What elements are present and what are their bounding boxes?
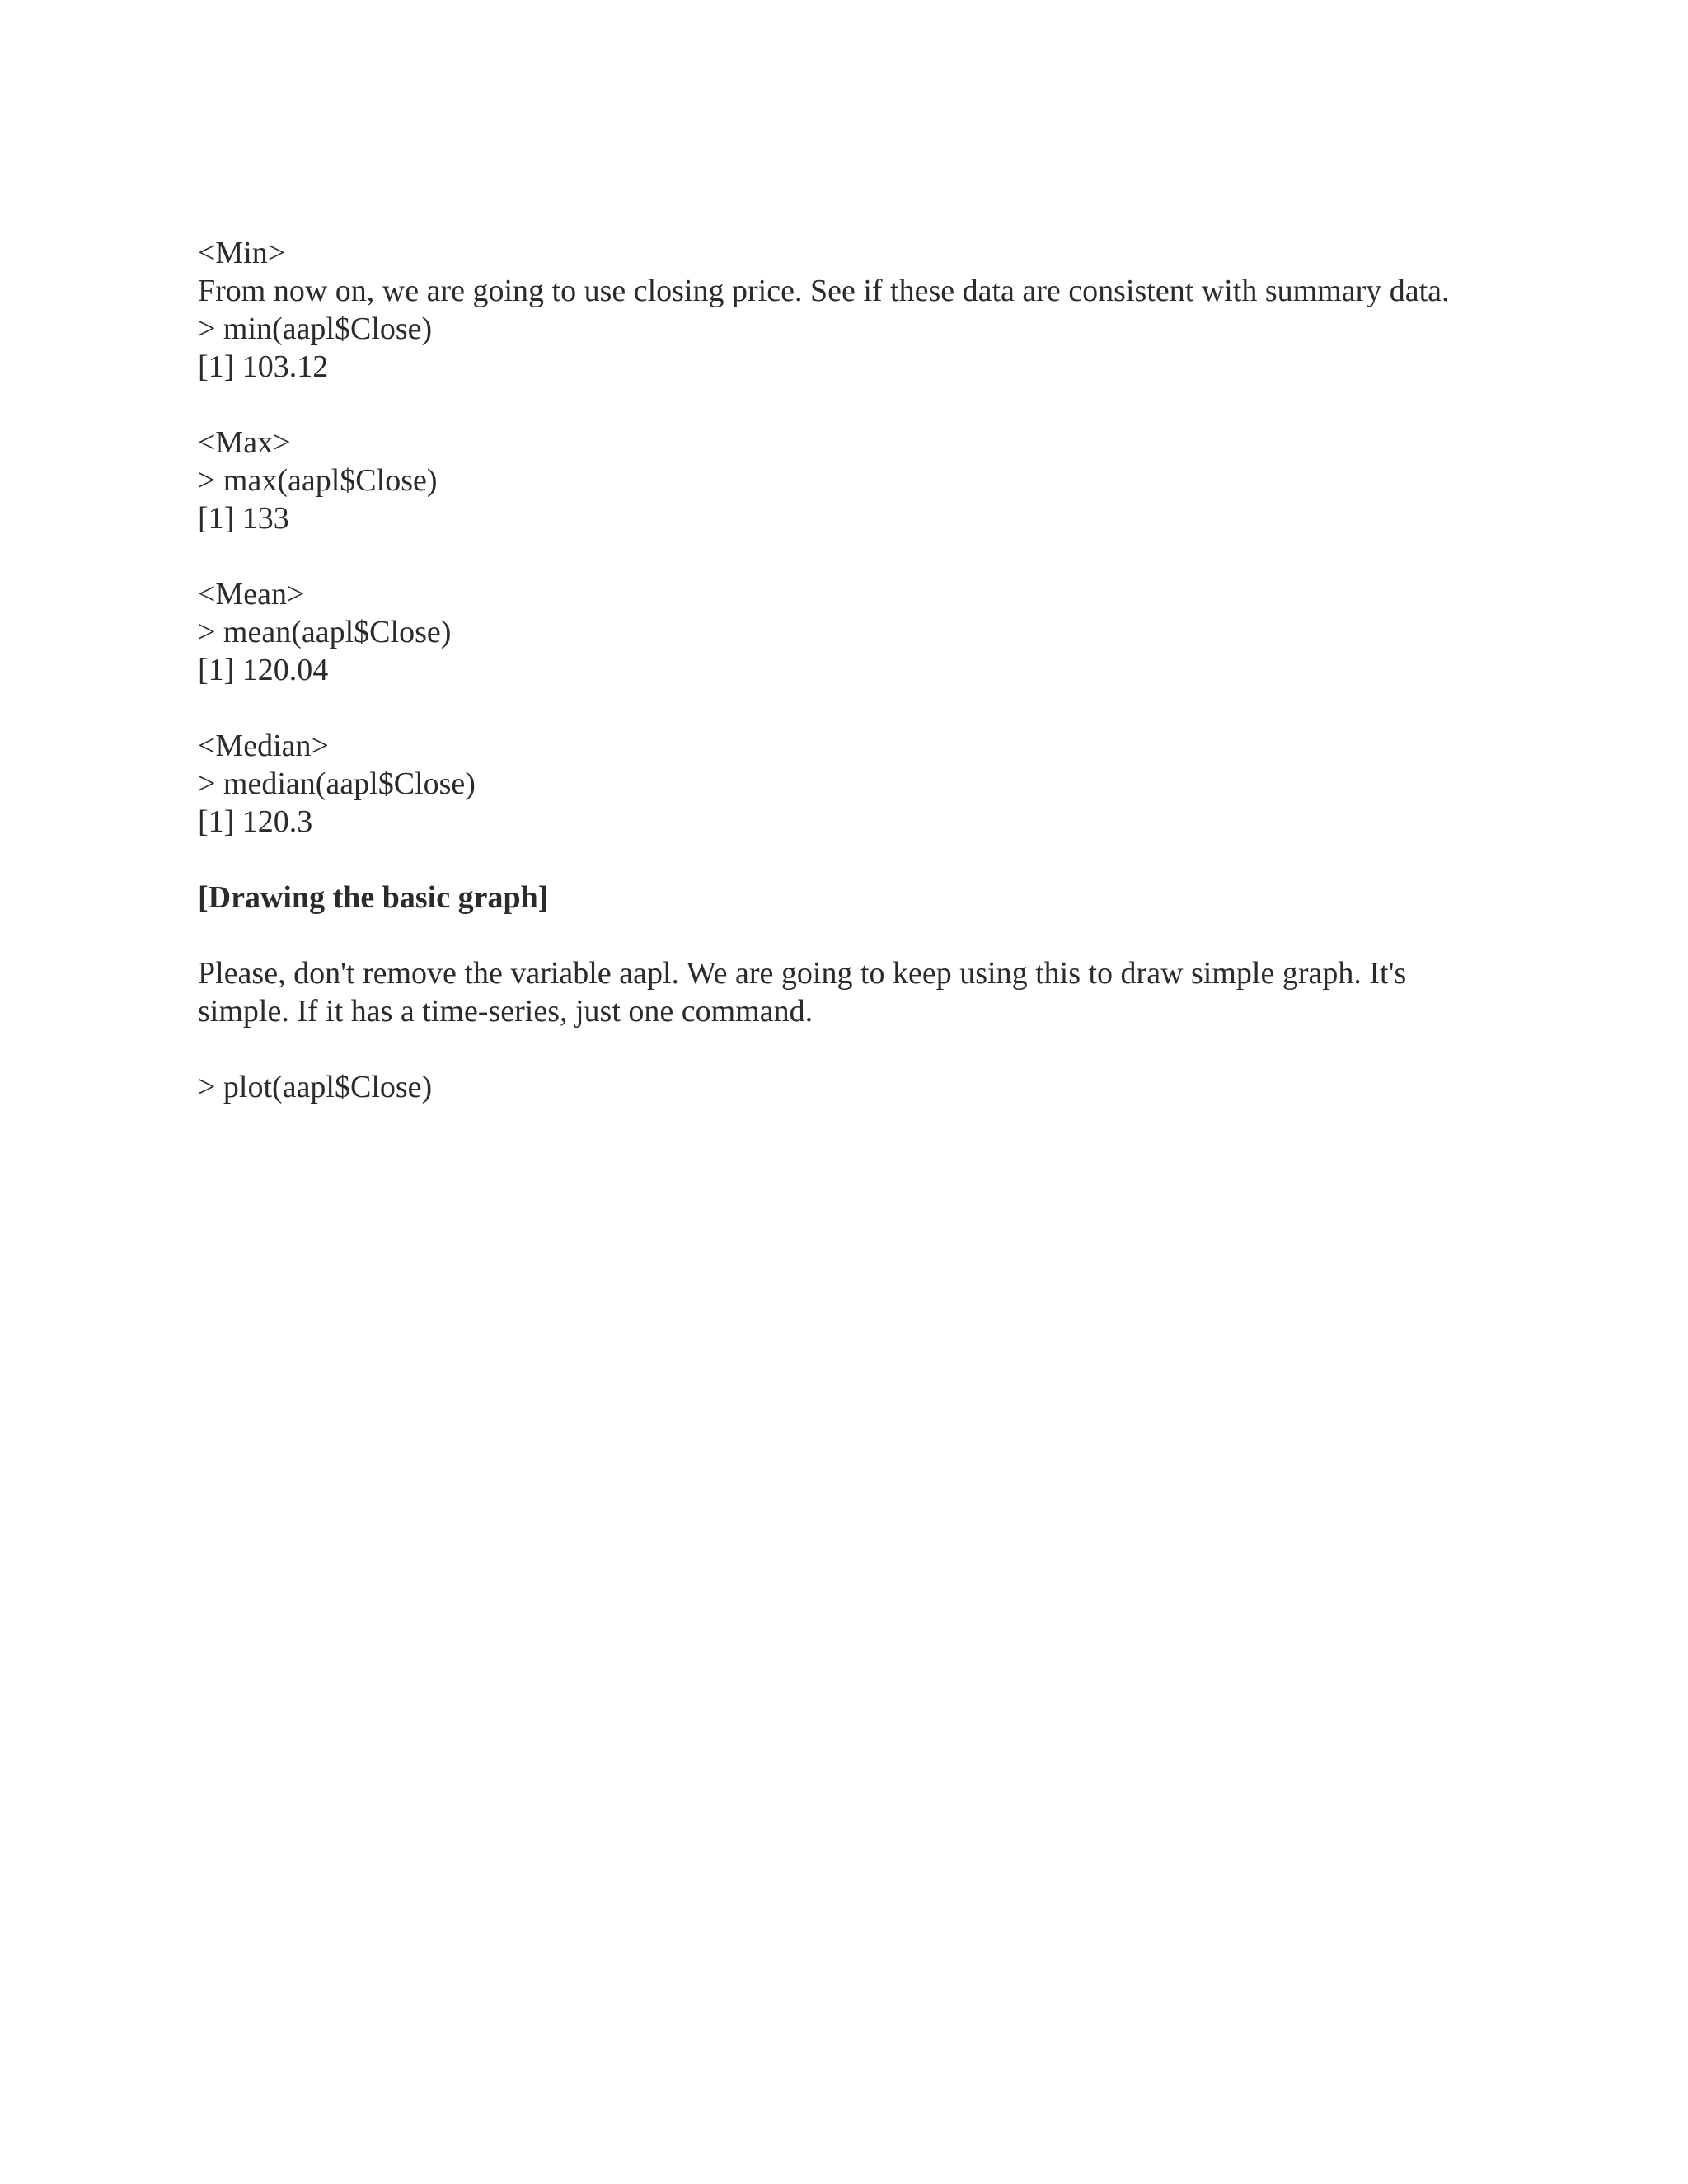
min-label: <Min> — [198, 236, 286, 270]
plot-command: > plot(aapl$Close) — [198, 1070, 433, 1104]
max-label: <Max> — [198, 425, 291, 460]
median-command: > median(aapl$Close) — [198, 766, 476, 801]
median-result: [1] 120.3 — [198, 804, 313, 839]
graph-heading: [Drawing the basic graph] — [198, 880, 549, 915]
spacer — [198, 916, 1484, 954]
document-body — [198, 234, 1484, 1106]
graph-paragraph: Please, don't remove the variable aapl. We are going to keep using this to draw simple graph. It's simple. If it has a time-series, just one command. — [198, 956, 1407, 1029]
spacer — [198, 689, 1484, 727]
spacer — [198, 1030, 1484, 1068]
max-command: > max(aapl$Close) — [198, 463, 438, 498]
min-intro-text: From now on, we are going to use closing price. See if these data are consistent with summary data. — [198, 274, 1450, 308]
mean-label: <Mean> — [198, 577, 305, 612]
spacer — [198, 841, 1484, 879]
min-result: [1] 103.12 — [198, 349, 329, 384]
median-label: <Median> — [198, 729, 329, 763]
max-result: [1] 133 — [198, 501, 289, 536]
spacer — [198, 537, 1484, 575]
mean-result: [1] 120.04 — [198, 653, 329, 687]
mean-command: > mean(aapl$Close) — [198, 615, 452, 649]
min-command: > min(aapl$Close) — [198, 312, 433, 346]
spacer — [198, 386, 1484, 424]
